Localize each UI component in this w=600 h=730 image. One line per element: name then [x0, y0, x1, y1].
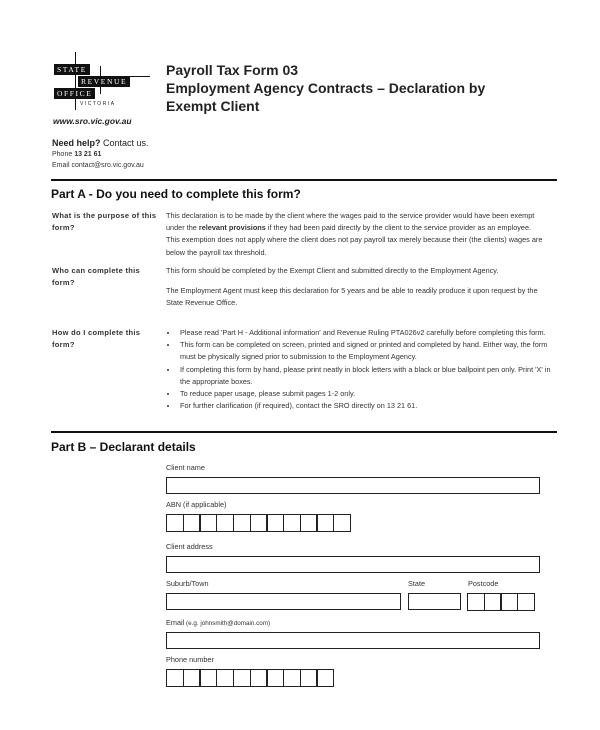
part-b-heading: Part B – Declarant details — [51, 440, 196, 454]
postcode-label: Postcode — [468, 579, 499, 588]
answer-purpose: This declaration is to be made by the client where the wages paid to the service provider would have been exempt under the relevant provisions if they had been paid directly by the client to the service provider as an employee. This exemption does not apply where the client does not pay payroll tax merely because their (the clients) wages are below the payroll tax threshold. — [166, 211, 543, 257]
client-name-label: Client name — [166, 463, 205, 472]
form-page: STATE REVENUE OFFICE VICTORIA www.sro.vic.gov.au Need help? Contact us. Phone 13 21 61 Email contact@sro.vic.gov.au Payroll Tax Form 03 Employment Agency Contracts – Declaration by Exempt Client Part A - Do you need to complete this form? What is the purpose of this form? This declaration is to be made by the client where the wages paid to the service provider would have been exempt under the relevant provisions if they had been paid directly by the client to the service provider as an employee. This exemption does not apply where the client does not pay payroll tax merely because their (the clients) wages are below the payroll tax threshold. Who can complete this form? This form should be completed by the Exempt Client and submitted directly to the Employment Agency. The Employment Agent must keep this declaration for 5 years and be able to readily produce it upon request by the State Revenue Office. How do I complete this form? • Please read 'Part H - Additional information' and Revenue Ruling PTA026v2 carefully before completing this form. • This form can be completed on screen, printed and signed or printed and completed by hand. Either way, the form must be physically signed prior to submission to the Employment Agency. • If completing this form by hand, please print neatly in block letters with a black or blue ballpoint pen only. Print 'X' in the appropriate boxes. • To reduce paper usage, please submit pages 1-2 only. • For further clarification (if required), contact the SRO directly on 13 21 61. Part B – Declarant details Client name ABN (if applicable) Client address Suburb/Town State Postcode Email (e.g. johnsmith@domain.com) Phone number — [0, 0, 600, 730]
divider — [51, 179, 557, 181]
list-item: • For further clarification (if required), contact the SRO directly on 13 21 61. — [178, 400, 558, 412]
list-item: • To reduce paper usage, please submit pages 1-2 only. — [178, 388, 558, 400]
part-a-heading: Part A - Do you need to complete this form? — [51, 187, 301, 201]
state-label: State — [408, 579, 426, 588]
phone-label: Phone number — [166, 655, 214, 664]
client-address-label: Client address — [166, 542, 213, 551]
abn-input[interactable] — [166, 514, 350, 532]
instructions-list — [166, 327, 558, 412]
phone-input[interactable] — [166, 669, 333, 687]
divider — [51, 431, 557, 433]
abn-label: ABN (if applicable) — [166, 500, 227, 509]
list-item: • This form can be completed on screen, printed and signed or printed and completed by hand. Either way, the form must be physically signed prior to submission to the Employment Agency. — [178, 339, 558, 363]
list-item: • Please read 'Part H - Additional information' and Revenue Ruling PTA026v2 carefully before completing this form. — [178, 327, 558, 339]
email-label: Email (e.g. johnsmith@domain.com) — [166, 618, 271, 627]
question-who: Who can complete this form? — [52, 266, 140, 287]
client-name-input[interactable] — [166, 477, 540, 494]
website-link[interactable]: www.sro.vic.gov.au — [53, 116, 132, 126]
help-heading: Need help? Contact us. — [52, 138, 149, 148]
state-input[interactable] — [408, 593, 461, 610]
list-item: • If completing this form by hand, please print neatly in block letters with a black or blue ballpoint pen only. Print 'X' in the appropriate boxes. — [178, 364, 558, 388]
answer-who: This form should be completed by the Exempt Client and submitted directly to the Employment Agency. The Employment Agent must keep this declaration for 5 years and be able to readily produce it upon request by the State Revenue Office. — [166, 266, 538, 308]
help-email: Email contact@sro.vic.gov.au — [52, 162, 144, 169]
suburb-input[interactable] — [166, 593, 401, 610]
suburb-label: Suburb/Town — [166, 579, 209, 588]
client-address-input[interactable] — [166, 556, 540, 573]
postcode-input[interactable] — [467, 593, 534, 611]
page-title: Payroll Tax Form 03 Employment Agency Contracts – Declaration by Exempt Client — [166, 62, 486, 114]
help-phone: Phone 13 21 61 — [52, 151, 102, 158]
question-purpose: What is the purpose of this form? — [52, 211, 157, 232]
question-how: How do I complete this form? — [52, 328, 141, 349]
email-input[interactable] — [166, 632, 540, 649]
